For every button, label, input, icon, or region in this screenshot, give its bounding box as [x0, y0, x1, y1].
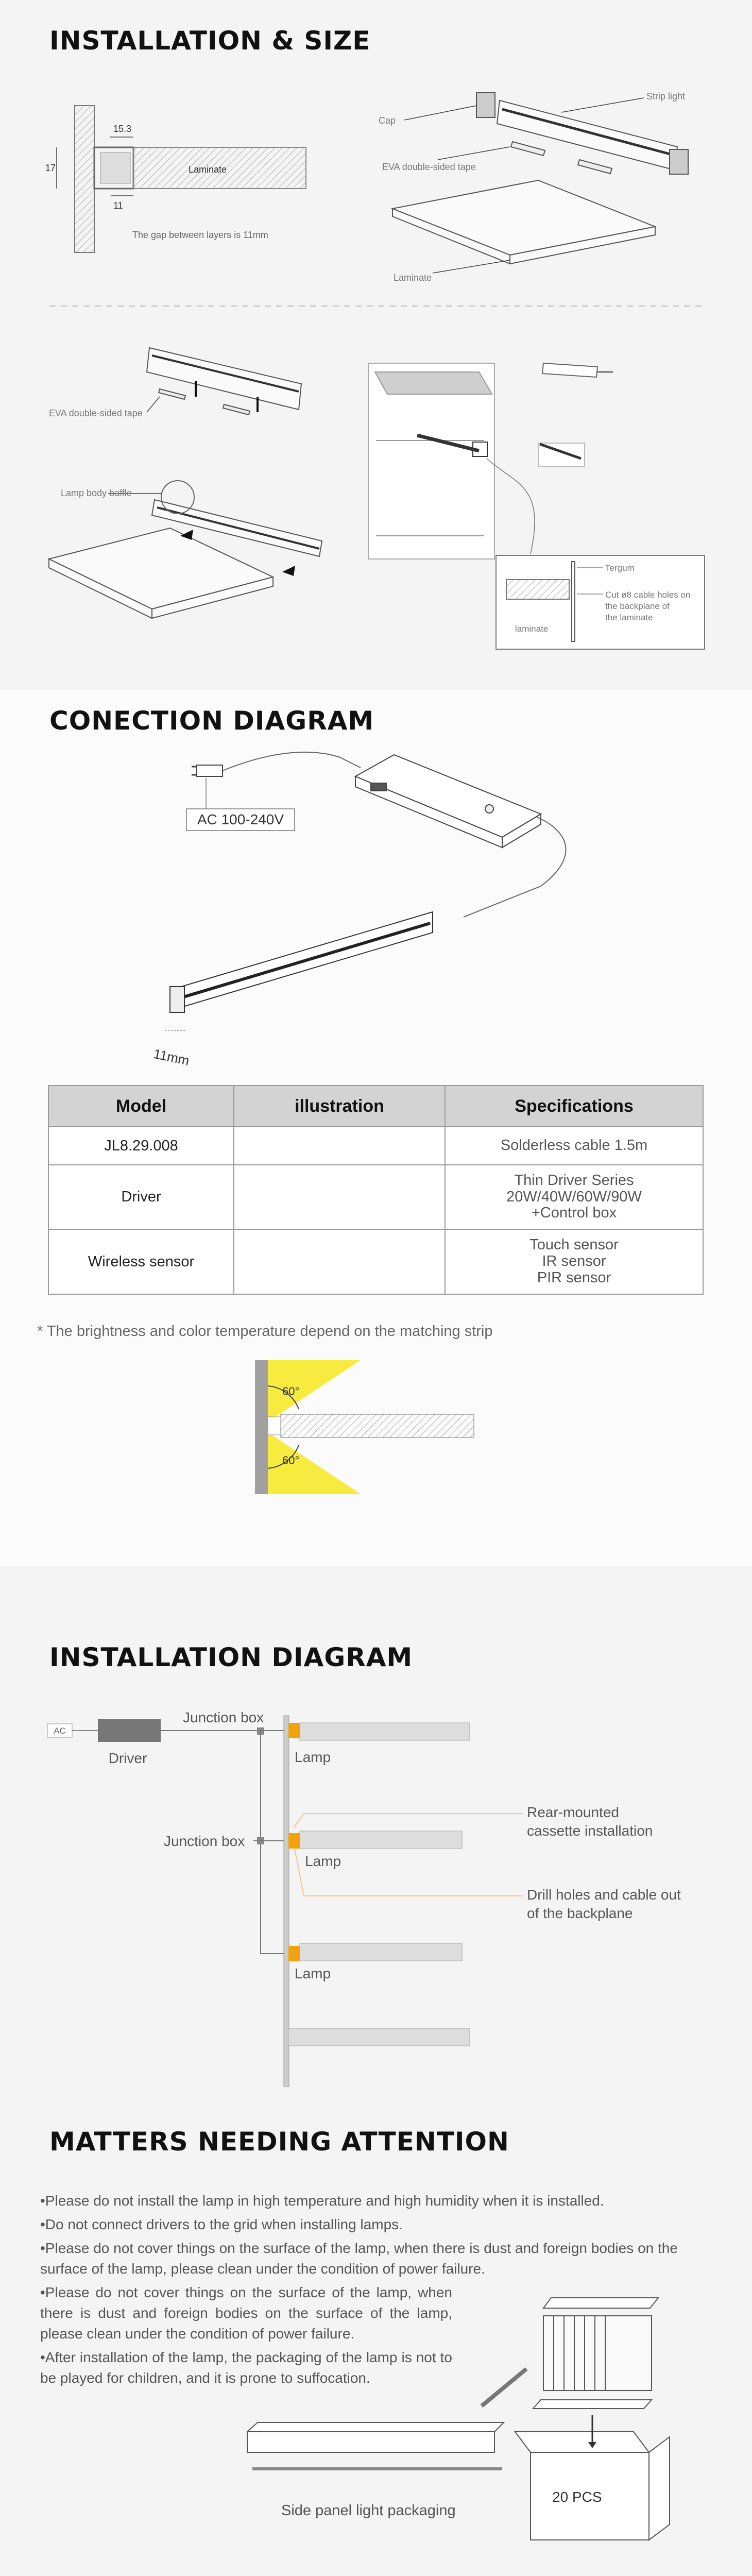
brightness-note: * The brightness and color temperature depend on the matching strip	[37, 1323, 493, 1340]
header-model: Model	[48, 1086, 234, 1127]
cut-note-3: the laminate	[605, 613, 653, 622]
ac-box-label: AC	[54, 1726, 66, 1736]
strip-light-exploded	[476, 93, 688, 174]
junction-mid-label: Junction box	[164, 1833, 245, 1849]
strip-light-drawing	[170, 912, 433, 1012]
cut-note-1: Cut ø8 cable holes on	[605, 590, 691, 600]
ac-label: AC 100-240V	[197, 811, 284, 827]
driver-drawing	[355, 755, 541, 848]
rear-note-2: cassette installation	[527, 1823, 653, 1839]
baffle-label: Lamp body baffle	[61, 488, 132, 498]
laminate-lower-label: Laminate	[394, 273, 432, 283]
installation-size-section	[0, 0, 752, 690]
installation-size-drawings	[0, 0, 752, 690]
drill-note-1: Drill holes and cable out	[527, 1887, 681, 1903]
driver-label: Driver	[108, 1750, 147, 1766]
installation-diagram-drawing	[0, 1566, 752, 2102]
baffle-drawing	[49, 481, 322, 618]
table-row	[48, 1229, 703, 1294]
strip-mount-drawing	[147, 348, 301, 415]
laminate-board	[392, 180, 655, 264]
strip-light-label: Strip light	[646, 91, 686, 101]
cell-model: Driver	[48, 1165, 234, 1229]
gap-note: The gap between layers is 11mm	[132, 230, 268, 240]
pkg-light-bar	[247, 2432, 494, 2452]
cell-spec: Touch sensor IR sensor PIR sensor	[445, 1229, 703, 1294]
bullet-item: •Please do not cover things on the surface of the lamp, when there is dust and foreign bodies on the surface of the lamp, please clean under the condition of power failure.	[40, 2240, 678, 2277]
lamp-2-label: Lamp	[305, 1853, 341, 1869]
angle-top-label: 60°	[282, 1385, 300, 1398]
tergum-label: Tergum	[605, 563, 635, 573]
cell-model: Wireless sensor	[48, 1229, 234, 1294]
pkg-tray	[533, 2400, 652, 2409]
plug-icon	[192, 765, 223, 776]
mm-label: 11mm	[152, 1045, 191, 1069]
laminate-label: Laminate	[189, 164, 227, 175]
dim-c-label: 11	[113, 200, 123, 211]
connection-title: CONECTION DIAGRAM	[49, 708, 374, 734]
cell-model: JL8.29.008	[48, 1127, 234, 1165]
header-specifications: Specifications	[445, 1086, 703, 1127]
cell-spec: Solderless cable 1.5m	[445, 1127, 703, 1165]
drill-note-2: of the backplane	[527, 1905, 633, 1921]
cap-label: Cap	[379, 115, 396, 126]
driver-box	[98, 1719, 161, 1742]
dim-a-label: 15.3	[113, 124, 132, 134]
installation-size-title: INSTALLATION & SIZE	[49, 28, 370, 54]
attention-bullets	[40, 2191, 710, 2392]
beam-angle-diagram	[255, 1360, 474, 1494]
rear-note-1: Rear-mounted	[527, 1804, 619, 1820]
table-row	[48, 1127, 703, 1165]
header-illustration: illustration	[234, 1086, 445, 1127]
dim-b-label: 17	[45, 163, 56, 173]
eva-tape-2-label: EVA double-sided tape	[49, 408, 143, 418]
junction-top-label: Junction box	[183, 1709, 264, 1725]
laminate-inset-label: laminate	[515, 624, 549, 634]
cell-illustration	[234, 1165, 445, 1229]
bullet-item: •After installation of the lamp, the packaging of the lamp is not to be played for children, and it is prone to suffocation.	[40, 2349, 452, 2386]
table-header-row	[48, 1086, 703, 1127]
bullet-item: •Please do not install the lamp in high temperature and high humidity when it is installed.	[40, 2193, 604, 2209]
lamp-2	[288, 1833, 300, 1849]
cell-illustration	[234, 1127, 445, 1165]
bullet-item: •Please do not cover things on the surface of the lamp, when there is dust and foreign bodies on the surface of the lamp, please clean under the condition of power failure.	[40, 2284, 452, 2342]
eva-tape-label: EVA double-sided tape	[382, 162, 476, 172]
cut-note-2: the backplane of	[605, 601, 670, 611]
attention-title: MATTERS NEEDING ATTENTION	[49, 2129, 509, 2155]
packaging-label: Side panel light packaging	[281, 2502, 456, 2519]
angle-bottom-label: 60°	[282, 1454, 300, 1467]
lamp-1-label: Lamp	[295, 1749, 331, 1765]
lamp-3	[288, 1946, 300, 1961]
installation-diagram-title: INSTALLATION DIAGRAM	[49, 1645, 413, 1670]
spec-table	[48, 1085, 704, 1295]
lamp-1	[288, 1723, 300, 1738]
lamp-3-label: Lamp	[295, 1965, 331, 1981]
cell-spec: Thin Driver Series 20W/40W/60W/90W +Control box	[445, 1165, 703, 1229]
cell-illustration	[234, 1229, 445, 1294]
pcs-label: 20 PCS	[552, 2489, 602, 2505]
installation-diagram-section	[0, 1566, 752, 2102]
bullet-item: •Do not connect drivers to the grid when installing lamps.	[40, 2216, 403, 2232]
table-row	[48, 1165, 703, 1229]
